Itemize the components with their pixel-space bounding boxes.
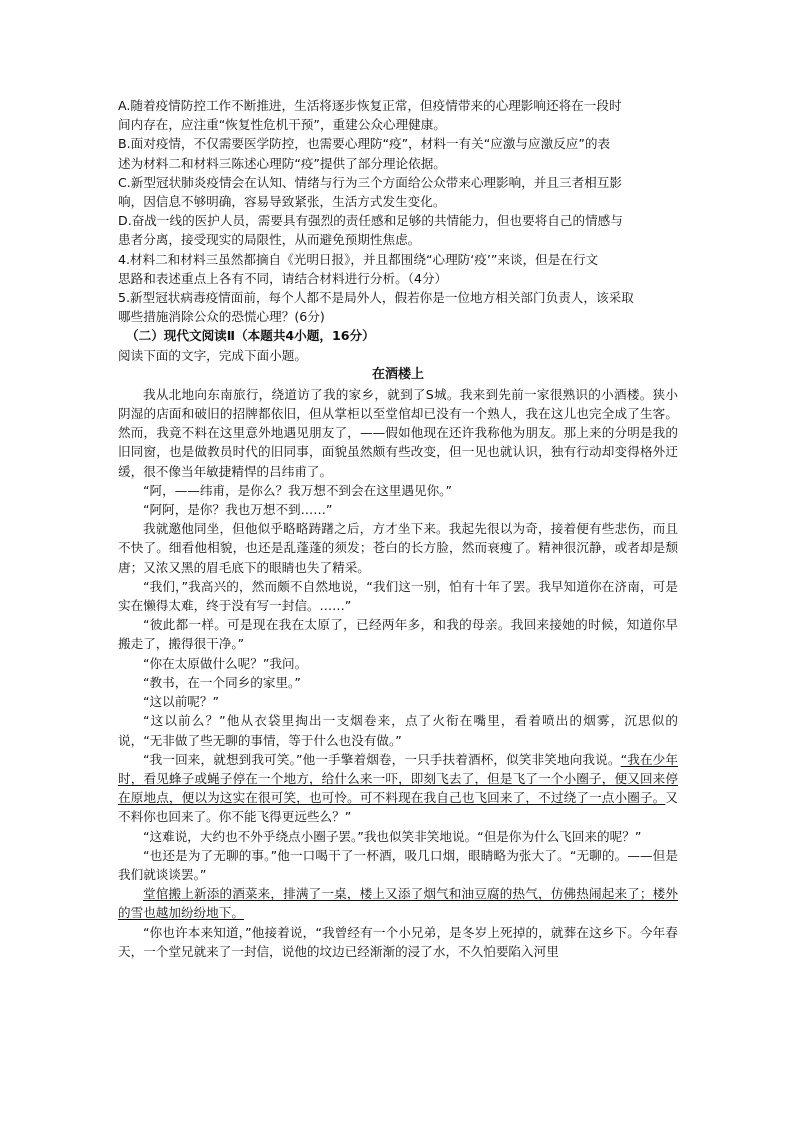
story-paragraph: “阿阿，是你？我也万想不到……” — [143, 502, 333, 518]
story-paragraph: “也还是为了无聊的事。”他一口喝干了一杯酒，吸几口烟，眼睛略为张大了。“无聊的。——但是我们就谈谈罢。” — [118, 847, 678, 882]
story-paragraph: “你也许本来知道，”他接着说，“我曾经有一个小兄弟，是冬岁上死掉的，就葬在这乡下。今年春天，一个堂兄就来了一封信，说他的坟边已经渐渐的浸了水，不久怕要陷入河里 — [118, 924, 678, 959]
story-paragraph: “你在太原做什么呢？”我问。 — [143, 655, 308, 671]
story-paragraph: “教书，在一个同乡的家里。” — [143, 674, 301, 690]
section-heading: （二）现代文阅读Ⅱ（本题共4小题，16分） — [126, 328, 375, 344]
story-paragraph: “我们，”我高兴的，然而颇不自然地说，“我们这一别，怕有十年了罢。我早知道你在济南，可是实在懒得太难，终于没有写一封信。……” — [118, 578, 678, 614]
option-a: A.随着疫情防控工作不断推进，生活将逐步恢复正常，但疫情带来的心理影响还将在一段时 间内存在，应注重“恢复性危机干预”，重建公众心理健康。 — [118, 98, 622, 133]
story-paragraph: 我就邀他同坐，但他似乎略略踌躇之后，方才坐下来。我起先很以为奇，接着便有些悲伤，而且不快了。细看他相貌，也还是乱蓬蓬的须发；苍白的长方脸，然而衰瘦了。精神很沉静，或者却是颓唐；又浓又黑的眉毛底下的眼睛也失了精采。 — [118, 521, 678, 575]
story-paragraph-underlined — [118, 884, 678, 922]
question-5: 5.新型冠状病毒疫情面前，每个人都不是局外人，假若你是一位地方相关部门负责人，该采取 哪些措施消除公众的恐慌心理？(6分) — [118, 290, 634, 325]
story-body — [118, 385, 678, 961]
story-paragraph: 我从北地向东南旅行，绕道访了我的家乡，就到了S城。我来到先前一家很熟识的小酒楼。狭小阴湿的店面和破旧的招牌都依旧，但从掌柜以至堂倌却已没有一个熟人，我在这儿也完全成了生客。然而，我竟不料在这里意外地遇见朋友了，——假如他现在还许我称他为朋友。那上来的分明是我的旧同窗，也是做教员时代的旧同事，面貌虽然颇有些改变，但一见也就认识，独有行动却变得格外迂缓，很不像当年敏捷精悍的吕纬甫了。 — [118, 386, 678, 479]
story-paragraph: “阿，——纬甫，是你么？我万想不到会在这里遇见你。” — [143, 482, 452, 498]
underlined-passage: 堂倌搬上新添的酒菜来，排满了一桌，楼上又添了烟气和油豆腐的热气，仿佛热闹起来了；楼外的雪也越加纷纷地下。 — [118, 886, 678, 921]
option-d: D.奋战一线的医护人员，需要具有强烈的责任感和足够的共情能力，但也要将自己的情感与 患者分离，接受现实的局限性，从而避免预期性焦虑。 — [118, 213, 623, 248]
story-paragraph: “彼此都一样。可是现在我在太原了，已经两年多，和我的母亲。我回来接她的时候，知道你早搬走了，搬得很干净。” — [118, 617, 678, 652]
story-title: 在酒楼上 — [371, 366, 424, 382]
story-paragraph-underlined: “我一回来，就想到我可笑。”他一手擎着烟卷，一只手扶着酒杯，似笑非笑地向我说。“我在少年时，看见蜂子或蝇子停在一个地方，给什么来一吓，即刻飞去了，但是飞了一个小圈子，便又回来停在原地点，便以为这实在很可笑，也可怜。可不料现在我自己也飞回来了，不过绕了一点小圈子。又不料你也回来了。你不能飞得更远些么？” — [118, 751, 678, 825]
instruction: 阅读下面的文字，完成下面小题。 — [118, 347, 307, 363]
questions — [118, 250, 678, 327]
answer-options — [118, 96, 678, 250]
document-page — [118, 96, 678, 961]
underlined-passage: “我在少年时，看见蜂子或蝇子停在一个地方，给什么来一吓，即刻飞去了，但是飞了一个小圈子，便又回来停在原地点，便以为这实在很可笑，也可怜。可不料现在我自己也飞回来了，不过绕了一点小圈子。 — [118, 751, 678, 806]
question-4: 4.材料二和材料三虽然都摘自《光明日报》，并且都围绕“心理防‘疫’”来谈，但是在行文 思路和表述重点上各有不同，请结合材料进行分析。（4分） — [118, 251, 599, 286]
story-paragraph: “这以前呢？” — [143, 694, 220, 710]
story-paragraph: “这难说，大约也不外乎绕点小圈子罢。”我也似笑非笑地说。“但是你为什么飞回来的呢？” — [143, 828, 642, 844]
story-paragraph: “这以前么？”他从衣袋里掏出一支烟卷来，点了火衔在嘴里，看着喷出的烟雾，沉思似的说，“无非做了些无聊的事情，等于什么也没有做。” — [118, 713, 678, 748]
option-b: B.面对疫情，不仅需要医学防控，也需要心理防“疫”，材料一有关“应激与应激反应”的表 述为材料二和材料三陈述心理防“疫”提供了部分理论依据。 — [118, 136, 611, 171]
option-c: C.新型冠状肺炎疫情会在认知、情绪与行为三个方面给公众带来心理影响，并且三者相互影 响，因信息不够明确，容易导致紧张，生活方式发生变化。 — [118, 174, 622, 210]
